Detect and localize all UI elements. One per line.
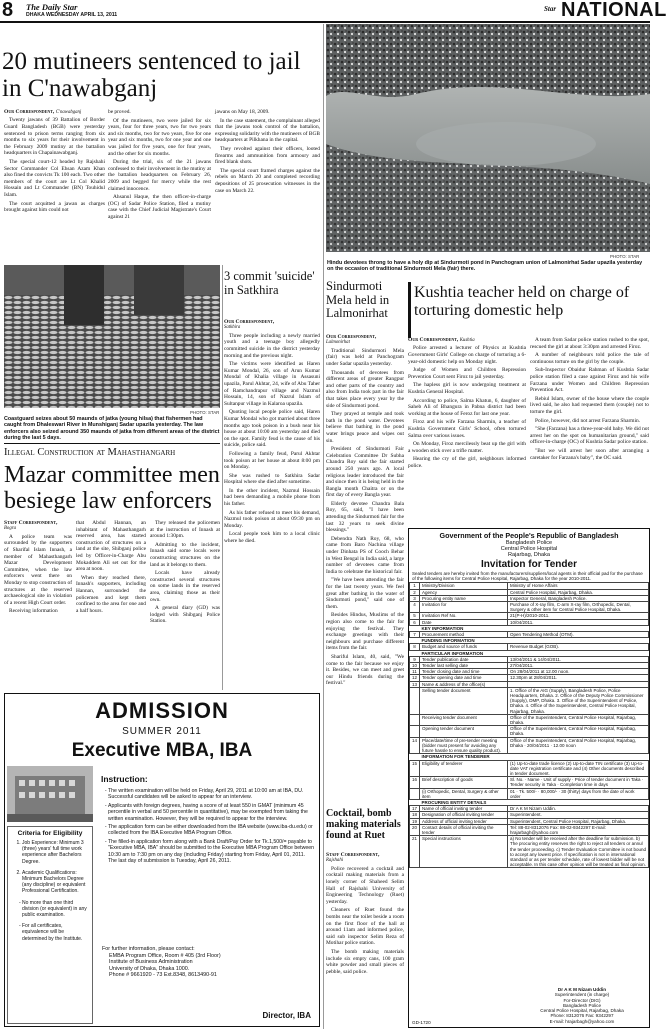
illegal-kicker: Illegal Construction at Mahasthangarh <box>4 447 176 458</box>
lead-col-2 <box>108 109 211 263</box>
lead-col-1 <box>4 109 105 263</box>
contact-line: University of Dhaka, Dhaka 1000. <box>109 965 190 972</box>
tender-row-label: Special instructions <box>420 836 508 868</box>
tender-row-label: Invitation for <box>420 602 508 613</box>
photo-credit: PHOTO: STAR <box>610 254 640 259</box>
tender-row-value: 01 · Tk. 500/- · 80,000/- · 30 (thirty) days from the date of work order <box>508 788 649 799</box>
mela-story <box>326 334 404 804</box>
tender-row <box>410 726 649 737</box>
iba-building-image <box>7 766 93 822</box>
tender-row-label: Address of official inviting tender <box>420 818 508 824</box>
kushtia-col-1 <box>408 337 526 523</box>
tender-row-label: Eligibility of tenderer <box>420 760 508 777</box>
tender-row-value: Central Police Hospital, Rajarbag, Dhaka. <box>508 589 649 595</box>
tender-row-label: KEY INFORMATION <box>420 625 508 631</box>
paragraph: They prayed at temple and took bath in the pond water. Devotees believe that bathing in the pond water brings peace and wipes out sin. <box>326 411 404 444</box>
instruction-item: - The application form can be either downloaded from the IBA website (www.iba-du.edu) or collected from the IBA Executive MBA Program Office. <box>108 824 315 837</box>
tender-notice <box>408 528 650 1028</box>
paragraph: Judge of Women and Children Repression Prevention Court sent Firoz to jail yesterday. <box>408 367 526 380</box>
tender-row-number: 18 <box>410 812 420 818</box>
tender-row-label: FUNDING INFORMATION <box>420 638 508 644</box>
byline: Our Correspondent, Lalmonirhat <box>326 334 377 346</box>
paragraph: Elderly devotee Chandra Bala Roy, 65, said, "I have been attending the Sindurmoti fair for the last 32 years to seek divine blessings." <box>326 500 404 534</box>
mela-headline: Sindurmoti Mela held in Lalmonirhat <box>326 279 390 320</box>
lead-headline: 20 mutineers sentenced to jail in C'nawabganj <box>2 48 301 102</box>
tender-row-label: Designation of official inviting tender <box>420 812 508 818</box>
tender-row <box>410 714 649 725</box>
criteria-item: - No more than one third division (or equivalent) in any public examination. <box>22 900 89 919</box>
admission-title: ADMISSION <box>95 698 229 723</box>
tender-row <box>410 824 649 835</box>
tender-row-value: Revenue Budget (GOB). <box>508 644 649 650</box>
tender-row-number <box>410 726 420 737</box>
illegal-col-2 <box>76 520 146 690</box>
paragraph: The bomb making materials include six empty cans, 100 gram white powder and small pieces of pebble, said police. <box>326 948 404 975</box>
tender-row-value: 21(P-H)/2010-2011. <box>508 613 649 619</box>
paragraph: The special court framed charges against the rebels on March 20 and completed recording depositions of 25 prosecution witnesses in the case on March 22. <box>215 167 320 194</box>
tender-row <box>410 602 649 613</box>
tender-row-label: Selling tender document <box>420 687 508 714</box>
tender-row-label: Invitation Ref No. <box>420 613 508 619</box>
tender-row-number: 19 <box>410 818 420 824</box>
tender-row-label: Receiving tender document <box>420 714 508 725</box>
tender-row-label: Tender last selling date <box>420 663 508 669</box>
paragraph: Locals have already constructed several structures on some lands in the reserved area, claiming those as their own. <box>150 570 220 603</box>
paragraph: be proved. <box>108 109 131 115</box>
paragraph: Of the mutineers, two were jailed for six years, four for three years, two for two years and six months, two for two years, five for one year and six months, two for one year and one was jailed for five years, one for four years, and the other for six months. <box>108 117 211 157</box>
paragraph: Police, however, did not arrest Farzana Sharmin. <box>535 417 641 424</box>
tender-row-value: Inspector General, Bangladesh Police. <box>508 595 649 601</box>
tender-row <box>410 777 649 788</box>
instruction-list <box>101 788 315 866</box>
tender-row-value: Superintendent. <box>508 812 649 818</box>
criteria-box <box>7 826 93 1024</box>
paragraph: A general diary (GD) was lodged with Shibganj Police Station. <box>150 605 220 625</box>
paragraph: Cleaners of Ruet found the bombs near the toilet beside a room on the first floor of the hall at around 11am and informed police, said sub inspector Selim Reza of Motihar police station. <box>326 907 404 947</box>
byline: Our Correspondent, Satkhira <box>224 319 275 331</box>
suicide-headline: 3 commit 'suicide' in Satkhira <box>224 269 315 297</box>
paragraph: Debendra Nath Roy, 68, who came from Baro Nachina village under Dinhata PS of Cooch Behar in West Bengal in India said, a large number of devotees came from India to celebrate the historical fair. <box>326 535 404 575</box>
instruction-title: Instruction: <box>101 774 148 784</box>
tender-row-number: 15 <box>410 760 420 777</box>
paragraph: Sub-Inspector Obaidur Rahman of Kushtia Sadar police station filed a case against Firoz and his wife Farzana under Women and Children Repression Prevention Act. <box>530 367 649 394</box>
section-title: NATIONAL <box>561 0 667 21</box>
tender-intro: Sealed tenders are hereby invited from the manufacturers/suppliers/local agents in their official pad for the purchase of the following items for Central Police Hospital, Rajarbag, Dhaka for the year 2010-2011. <box>412 571 643 582</box>
tender-row-label: (i) Orthopedic, Dental, Surgery & other item <box>420 788 508 799</box>
contact-line: Institute of Business Administration <box>109 959 193 966</box>
tender-row-value: Sl. No. · Name · Unit of supply · Price of tender document in Taka · Tender security in Taka · Completion time in days <box>508 777 649 788</box>
tender-row-label: Tender closing date and time <box>420 669 508 675</box>
contact-line: Phone # 9661920 - 73 Ext.8348, 8613490-91 <box>109 972 217 979</box>
paragraph: The hapless girl is now undergoing treatment at Kushtia General Hospital. <box>408 382 526 395</box>
tender-row <box>410 737 649 754</box>
star-logo: Star <box>544 5 557 13</box>
tender-row-label: Tender publication date <box>420 656 508 662</box>
jatka-photo <box>4 265 220 408</box>
tender-table <box>409 582 649 868</box>
illegal-headline: Mazar committee men besiege law enforcers <box>4 462 220 514</box>
tender-row-label: Place/date/time of pre-tender meeting (bidder must present for avoiding any future hassle to ensure quality product). <box>420 737 508 754</box>
signatory-name: Dr A K M Nizam Uddin <box>557 986 607 992</box>
tender-row-label: Name of official inviting tender <box>420 806 508 812</box>
cocktail-story <box>326 852 404 1027</box>
tender-row-value: Office of the Superintendent, Central Police Hospital, Rajarbag, Dhaka · 20/04/2011 · 12.00 noon <box>508 737 649 754</box>
tender-row-number: 11 <box>410 669 420 675</box>
byline: Staff Correspondent, Bogra <box>4 520 58 532</box>
tender-row-number: 14 <box>410 737 420 754</box>
paragraph: A team from Sadar police station rushed to the spot, rescued the girl at about 3:30pm and arrested Firoz. <box>530 337 649 350</box>
paragraph: Following a family feud, Parul Akhtar took poison at her house at about 8:00 pm on Monday. <box>224 450 320 471</box>
paragraph: Police arrested a lecturer of Physics at Kushtia Government Girls' College on charge of torturing a 6-year-old domestic help on Monday night. <box>408 345 526 365</box>
tender-row-label: PARTICULAR INFORMATION <box>420 650 508 656</box>
tender-row-number: 1 <box>410 583 420 589</box>
tender-row-value: Office of the Superintendent, Central Police Hospital, Rajarbag, Dhaka. <box>508 714 649 725</box>
tender-row-number: 8 <box>410 644 420 650</box>
tender-row-label: Contact details of official inviting the tender <box>420 824 508 835</box>
tender-row-label: Procuring entity name <box>420 595 508 601</box>
fish-seizure-image <box>4 265 220 408</box>
paragraph: Besides Hindus, Muslims of the region also come to the fair for enjoying the festival. They exchange greetings with their neighbours and purchase different items from the fair. <box>326 612 404 652</box>
paragraph: The victims were identified as Haren Kumar Mondal, 26, son of Arun Kumar Mondal of Khalia village in Assasuni upazila, Parul Akhtar, 24, wife of Abu Taher of Ramchandrapur village and Nazmul Hossain, 14, son of Nazrul Islam of Sultanpur village in Kalaroa upazila. <box>224 361 320 407</box>
signatory-phone: Phone: 8312076 Fax: 9342297 <box>550 1013 614 1019</box>
cocktail-headline: Cocktail, bomb making materials found at Ruet <box>326 808 401 841</box>
tender-org: Bangladesh Police <box>505 540 553 546</box>
signatory-org: Bangladesh Police <box>562 1002 602 1008</box>
instruction-item: - The written examination will be held on Friday, April 29, 2011 at 10:00 am at IBA, DU. Successful candidates will be asked to appear for an interview. <box>108 788 315 801</box>
tender-row-number: 3 <box>410 595 420 601</box>
byline: Our Correspondent, C'nawabganj <box>4 109 82 115</box>
tender-row-number: 5 <box>410 613 420 619</box>
tender-signature <box>523 987 641 1024</box>
tender-row-label: Tender opening date and time <box>420 675 508 681</box>
tender-row-value: Purchase of X-ray film, C-arm X-ray film, Orthopedic, Dental, Surgery & other item for Central Police Hospital, Dhaka. <box>508 602 649 613</box>
photo-credit: PHOTO: STAR <box>190 410 220 415</box>
contact-block <box>102 946 309 979</box>
tender-row-value: Dr A K M Nizam Uddin. <box>508 806 649 812</box>
tender-row-value: 12.30pm at 28/04/2011. <box>508 675 649 681</box>
tender-row-label: Brief description of goods <box>420 777 508 788</box>
tender-title: Invitation for Tender <box>481 559 577 570</box>
tender-row-number: 10 <box>410 663 420 669</box>
paragraph: "She (Farzana) has a three-year-old baby. We did not arrest her on the spot on humanitarian ground," said officer-in-charge (OC) of Kushtia Sadar police station. <box>530 426 649 446</box>
tender-row-value: Superintendent, Central Police Hospital, Rajarbag, Dhaka. <box>508 818 649 824</box>
column-rule <box>323 24 324 1029</box>
kushtia-headline: Kushtia teacher held on charge of torturing domestic help <box>414 284 630 319</box>
tender-government: Government of the People's Republic of Bangladesh <box>439 531 619 540</box>
admission-term: SUMMER 2011 <box>122 726 202 737</box>
paragraph: According to police, Salma Khatun, 6, daughter of Saheb Ali of Bhangura in Pabna district had been working at the house of Feroz for last one year. <box>408 397 526 417</box>
paragraph: jawans on May 18, 2009. <box>215 109 270 115</box>
tender-row-number: 6 <box>410 619 420 625</box>
masthead: The Daily Star <box>26 2 78 12</box>
contact-intro: For further information, please contact: <box>102 946 195 952</box>
kushtia-col-2 <box>530 337 649 523</box>
tender-row-number: 21 <box>410 836 420 868</box>
tender-row-value: Tel: 88-02-8312076 Fax: 88-02-9342297 E-mail: hrajarbagh@yahoo.com <box>508 824 649 835</box>
signatory-title: For-Director (DIG) <box>563 997 601 1003</box>
illegal-col-3 <box>150 520 220 690</box>
page-header <box>0 0 667 24</box>
criteria-item: 1. Job Experience: Minimum 3 (three) years' full time work experience after Bachelors Degree. <box>22 840 89 865</box>
illegal-col-1 <box>4 520 72 690</box>
paragraph: Twenty jawans of 39 Battalion of Border Guard Bangladesh (BGB) were yesterday sentenced to prison terms ranging from six months to six years for their involvement in the February 2009 mutiny at the battalion headquarters in Chapainawabganj. <box>4 117 105 157</box>
tender-row-value: 10/04/2011. <box>508 619 649 625</box>
paragraph: They revolted against their officers, looted firearms and ammunition from armoury and fired blank shots. <box>215 145 320 166</box>
dateline: DHAKA WEDNESDAY APRIL 13, 2011 <box>26 12 118 18</box>
tender-row <box>410 788 649 799</box>
signatory-email: E-mail: hrajarbagh@yahoo.com <box>549 1018 615 1024</box>
paragraph: Shariful Islam, 40, said, "We come to the fair because we enjoy it. Besides, we can meet and greet our Hindu friends during the festival." <box>326 653 404 687</box>
tender-row-label: Budget and source of funds <box>420 644 508 650</box>
tender-row-number: 9 <box>410 656 420 662</box>
page-number: 8 <box>2 0 14 21</box>
paragraph: Quoting local people police said, Haren Kumar Mondal who got married about three months ago took poison in a bush near his house at about 10:00 am yesterday and died on the spot. Family feud is the cause of his suicide, police said. <box>224 409 320 449</box>
header-rule <box>0 21 650 23</box>
criteria-item: 2. Academic Qualifications: Minimum Bachelors Degree (any discipline) or equivalent Professional Certification. <box>22 870 89 895</box>
tender-row-label: Agency <box>420 589 508 595</box>
paragraph: that Abdul Hannan, an inhabitant of Mahasthangarh reserved area, has started construction of structures on a land at the site, Shibganj police led by Officer-in-Charge Abu Mokaddem Ali set out for the area at noon. <box>76 520 146 573</box>
criteria-title: Criteria for Eligibility <box>17 830 83 837</box>
column-rule <box>222 265 223 690</box>
tender-row-number: 4 <box>410 602 420 613</box>
paragraph: Three people including a newly married youth and a teenage boy allegedly committed suicide in the district yesterday morning and the previous night. <box>224 332 320 359</box>
paragraph: "We have been attending the fair for the last twenty years. We feel great after bathing in the water of Sindurmoti pond," said one of them. <box>326 577 404 610</box>
paragraph: Traditional Sindurmoti Mela (fair) was held at Panchogram under Sadar upazila yesterday. <box>326 347 404 367</box>
tender-org: Central Police Hospital <box>500 546 558 552</box>
paragraph: Ahsanul Haque, the then officer-in-charge (OC) of Sadar Police Station, filed a mutiny case with the Chief Judicial Magistrate's Court against 21 <box>108 194 211 220</box>
paragraph: "But we will arrest her soon after arranging a caretaker for Farzana's baby", the OC said. <box>530 447 649 461</box>
tender-row-number: 7 <box>410 632 420 638</box>
criteria-item: - For all certificates, equivalence will be determined by the Institute. <box>22 923 89 942</box>
jatka-caption: Coastguard seizes about 50 maunds of jatka (young hilsa) that fishermen had caught from Dhaleswari River in Munshiganj Sadar upazila yesterday. The law enforcers also seized around 350 maunds of jatka from different areas of the district during the last 5 days. <box>4 416 220 442</box>
paragraph: In the other incident, Nazmul Hossain had been demanding a mobile phone from his father. <box>224 487 320 508</box>
paragraph: Firoz and his wife Farzana Sharmin, a teacher of Kushtia Government Girls' School, often tortured Salma over various issues. <box>408 419 526 439</box>
tender-row-value: On 28/04/2011 at 12.00 noon. <box>508 669 649 675</box>
suicide-story <box>224 319 320 687</box>
tender-row-label: INFORMATION FOR TENDERER <box>420 754 508 760</box>
paragraph: As his father refused to meet his demand, Nazmul took poison at about 09:30 pm on Monday. <box>224 509 320 529</box>
tender-row-number: 16 <box>410 777 420 788</box>
paragraph: Thousands of devotees from different areas of greater Rangpur and other parts of the country and also from India took part in the fair that takes place every year by the side of Sindurmoti pond. <box>326 369 404 409</box>
tender-row-number: 2 <box>410 589 420 595</box>
paragraph: When they reached there, Innash's supporters, including Hannan, surrounded the policemen and kept them confined to the area for one and a half hours. <box>76 574 146 614</box>
tender-row-number <box>410 714 420 725</box>
ad-signature: Director, IBA <box>262 1011 311 1020</box>
tender-row-label: PROCURING ENTITY DETAILS <box>420 799 508 805</box>
tender-row-value: Ministry of Home Affairs <box>508 583 649 589</box>
tender-row-number <box>410 788 420 799</box>
paragraph: In the case statement, the complainant alleged that the jawans took control of the battalion, expressing solidarity with the mutineers of BGB headquarters at Pilkhana in the capital. <box>215 117 320 144</box>
tender-row-value: 1. Office of the AIG (Supply), Bangladesh Police, Police Headquarters, Dhaka. 2. Office of the Deputy Police Commissioner (Supply), DMP, Dhaka. 3. Office of the Superintendent of Police, Dhaka. 4. Office of the Superintendent, Central Police Hospital, Rajarbag, Dhaka. <box>508 687 649 714</box>
admission-ad <box>4 693 320 1027</box>
paragraph: Local people took him to a local clinic where he died. <box>224 531 320 545</box>
signatory-title: Superintendent (in charge) <box>554 992 610 998</box>
tender-row <box>410 687 649 714</box>
tender-row-value: Open Tendering Method (OTM). <box>508 632 649 638</box>
tender-row <box>410 836 649 868</box>
paragraph: Police recovered a cocktail and cocktail making materials from a lonely corner of Shaheed Selim Hall of Rajshahi University of Engineering Technology (Ruet) yesterday. <box>326 865 404 905</box>
tender-row-label: Opening tender document <box>420 726 508 737</box>
paragraph: Hearing the cry of the girl, neighbours informed police. <box>408 456 526 469</box>
section-rule <box>4 443 220 444</box>
tender-row-number: 20 <box>410 824 420 835</box>
byline: Staff Correspondent, Rajshahi <box>326 852 380 864</box>
lead-col-3 <box>215 109 320 263</box>
paragraph: A number of neighbours told police the tale of continuous torture on the girl by the couple. <box>530 352 649 365</box>
paragraph: She was rushed to Satkhira Sadar Hospital where she died after sometime. <box>224 472 320 486</box>
devotees-photo <box>326 24 650 252</box>
paragraph: Admitting to the incident, Innash said some locals were constructing structures on the land as it belongs to them. <box>150 541 220 568</box>
devotees-caption: Hindu devotees throng to have a holy dip at Sindurmoti pond in Panchogram union of Lalmonirhat Sadar upazila yesterday on the occasion of traditional Sindurmoti Mela (fair) there. <box>327 260 643 273</box>
paragraph: The court acquitted a jawan as charges brought against him could not <box>4 200 105 214</box>
paragraph: On Monday, Firoz mercilessly beat up the girl with a wooden stick over a trifle matter. <box>408 441 526 454</box>
tender-row <box>410 760 649 777</box>
tender-row-label: Ministry/Division <box>420 583 508 589</box>
paragraph: A police team was surrounded by the supporters of Sharifal Islam Innash, a member of Mahasthangarh Mazar Development Committee, when the law enforcers went there on Monday to stop construction of structures at the reserved archaeological site in violation of a recent High Court order. <box>4 533 72 606</box>
tender-row-number <box>410 687 420 714</box>
paragraph: Rebiul Islam, owner of the house where the couple lived said, he also had requested them (couple) not to torture the girl. <box>530 395 649 415</box>
tender-row-number: 12 <box>410 675 420 681</box>
paragraph: President of Sindurmoti Fair Celebration Committee Dr Subha Chandra Roy said the fair started around 250 years ago. A local religious leader introduced the fair and since then it is being held in the Bangla month Chaitra or on the first day of every Bangla year. <box>326 446 404 499</box>
gd-number: GD-1720 <box>412 1020 431 1025</box>
instruction-item: - The filled-in application form along with a Bank Draft/Pay Order for Tk.1,500/= payable to "Executive MBA, IBA" should be submitted to the Executive MBA Program Office between 10:30 am to 7:30 pm on any day (including Friday) starting from Friday, April 01, 2011. The last day of submission is Tuesday, April 26, 2011. <box>108 839 315 865</box>
tender-row-label: Date <box>420 619 508 625</box>
pond-crowd-image <box>326 24 650 252</box>
tender-row-value: (1) Up-to-date trade licence (2) Up-to-date TIN certificate (3) Up-to-date VAT registration certificate and (4) Other documents described in tender document. <box>508 760 649 777</box>
tender-org: Rajarbag, Dhaka <box>508 552 550 558</box>
tender-row-number: 13 <box>410 681 420 687</box>
paragraph: During the trial, six of the 21 jawans confessed to their involvement in the mutiny at the battalion headquarters on February 26, 2009 and begged for mercy while the rest claimed innocence. <box>108 159 211 192</box>
tender-row <box>410 818 649 824</box>
signatory-org: Central Police Hospital, Rajarbag, Dhaka <box>540 1008 624 1014</box>
paragraph: The special court-12 headed by Rajshahi Sector Commander Col Ehsan Azam Khan also fined the convicts Tk 100 each. Two other members of the court are Lt Col Khalid Hossain and Lt Commander (BN) Touhidul Islam. <box>4 158 105 198</box>
criteria-list <box>8 840 92 942</box>
tender-row-label: Name & address of the office(s) <box>420 681 508 687</box>
building-image <box>7 766 93 822</box>
program-name: Executive MBA, IBA <box>71 740 253 761</box>
tender-row-value: 13/04/2011 & 14/04/2011. <box>508 656 649 662</box>
tender-row-value: Office of the Superintendent, Central Police Hospital, Rajarbag, Dhaka. <box>508 726 649 737</box>
contact-line: EMBA Program Office, Room # 405 (3rd Floor) <box>109 952 221 959</box>
paragraph: They released the policemen at the instruction of Innash at around 1:30pm. <box>150 520 220 540</box>
tender-row-number: 17 <box>410 806 420 812</box>
tender-row-value: a) No tender will be received after the deadline for submission. b) The procuring entity reserves the right to reject all tenders or annul the tender proceeding. c) Tender Evaluation Committee is not bound to accept any lowest price. If specification is not in international standard or as per tender schedule, rate of lowest bidder will be not acceptable. In this case other opinion will be treated as final opinion. <box>508 836 649 868</box>
tender-row-value: 27/04/2011. <box>508 663 649 669</box>
paragraph: Receiving information <box>9 608 58 615</box>
tender-row-label: Procurement method <box>420 632 508 638</box>
byline: Our Correspondent, Kushtia <box>408 337 475 343</box>
instruction-item: - Applicants with foreign degrees, having a score of at least 550 in GMAT (minimum 45 percentile in verbal and 50 percentile in quantitative), may be exempted from taking the written examination. However, they will be required to appear for the interview. <box>108 803 315 822</box>
